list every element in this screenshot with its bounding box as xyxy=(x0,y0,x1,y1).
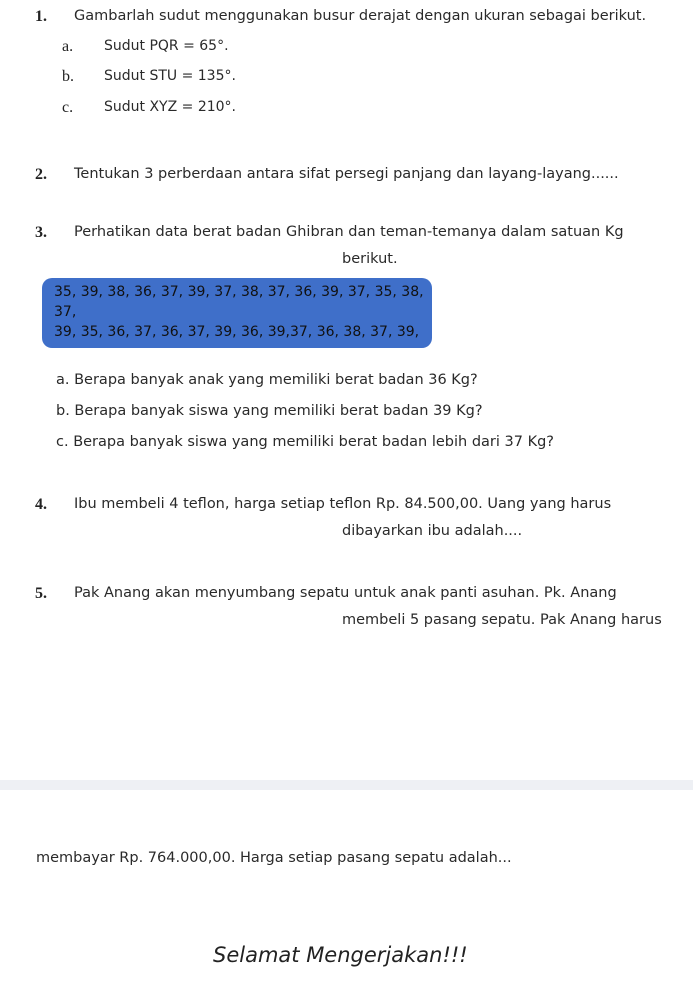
page-separator xyxy=(0,780,693,790)
q2-text: Tentukan 3 perberdaan antara sifat persegi panjang dan layang-layang...... xyxy=(74,166,619,182)
q5-text-line1: Pak Anang akan menyumbang sepatu untuk anak panti asuhan. Pk. Anang xyxy=(74,585,617,601)
weight-data-box xyxy=(42,278,432,348)
q1c-text: Sudut XYZ = 210°. xyxy=(104,99,236,115)
q1-number: 1. xyxy=(35,8,47,25)
q1a-letter: a. xyxy=(62,38,74,55)
q3-number: 3. xyxy=(35,224,47,241)
q4-text-line2: dibayarkan ibu adalah.... xyxy=(342,523,523,539)
q2-number: 2. xyxy=(35,166,47,183)
q5-number: 5. xyxy=(35,585,47,602)
q1b-text: Sudut STU = 135°. xyxy=(104,68,236,84)
q5-text-line2: membeli 5 pasang sepatu. Pak Anang harus xyxy=(342,612,662,628)
q1c-letter: c. xyxy=(62,99,74,116)
q3-text-line1: Perhatikan data berat badan Ghibran dan teman-temanya dalam satuan Kg xyxy=(74,224,624,240)
weight-data-line-1: 35, 39, 38, 36, 37, 39, 37, 38, 37, 36, 39, 37, 35, 38, xyxy=(54,284,424,300)
weight-data-line-2: 37, xyxy=(54,304,77,320)
q4-text-line1: Ibu membeli 4 teflon, harga setiap teflon Rp. 84.500,00. Uang yang harus xyxy=(74,496,612,512)
q1-text: Gambarlah sudut menggunakan busur derajat dengan ukuran sebagai berikut. xyxy=(74,8,647,24)
q5-text-line3: membayar Rp. 764.000,00. Harga setiap pasang sepatu adalah... xyxy=(36,850,512,866)
q1a-text: Sudut PQR = 65°. xyxy=(104,38,229,54)
weight-data-line-3: 39, 35, 36, 37, 36, 37, 39, 36, 39,37, 36, 38, 37, 39, xyxy=(54,324,420,340)
q3a-text: a. Berapa banyak anak yang memiliki berat badan 36 Kg? xyxy=(56,372,478,388)
q4-number: 4. xyxy=(35,496,47,513)
q3b-text: b. Berapa banyak siswa yang memiliki berat badan 39 Kg? xyxy=(56,403,483,419)
closing-message: Selamat Mengerjakan!!! xyxy=(213,943,468,967)
q3c-text: c. Berapa banyak siswa yang memiliki berat badan lebih dari 37 Kg? xyxy=(56,434,554,450)
q1b-letter: b. xyxy=(62,68,74,85)
q3-text-line2: berikut. xyxy=(342,251,398,267)
